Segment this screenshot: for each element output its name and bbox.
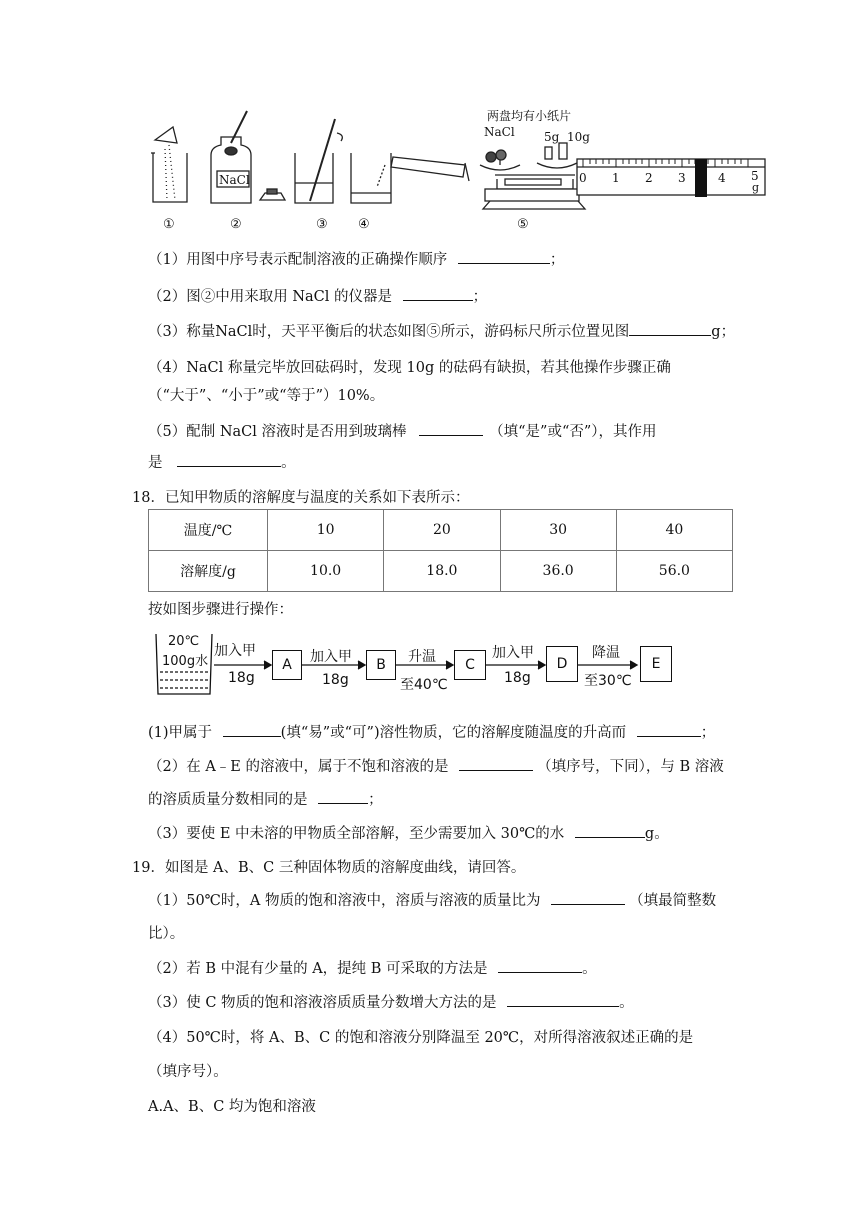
q19-part4: （4）50℃时，将 A、B、C 的饱和溶液分别降温至 20℃，对所得溶液叙述正确的是 <box>148 1030 694 1046</box>
ruler-tick-3: 3 <box>678 171 686 185</box>
q19-intro: 19．如图是 A、B、C 三种固体物质的溶解度曲线，请回答。 <box>132 860 526 876</box>
q17-part5-end: 。 <box>281 455 296 471</box>
ruler-tick-2: 2 <box>645 171 653 185</box>
process-flow-diagram <box>152 628 682 700</box>
marker-5: ⑤ <box>517 217 529 232</box>
table-cell: 36.0 <box>500 551 616 592</box>
q17-part3 <box>148 320 735 341</box>
q17-part4-text: （4）NaCl 称量完毕放回砝码时，发现 10g 的砝码有缺损，若其他操作步骤正确 <box>148 360 671 376</box>
q18-part1-text: (1)甲属于 <box>148 725 213 741</box>
marker-4: ④ <box>358 217 370 232</box>
q18-part2-text: （2）在 A﹣E 的溶液中，属于不饱和溶液的是 <box>148 759 449 775</box>
step1-action: 加入甲 <box>214 643 256 659</box>
answer-blank[interactable] <box>458 249 550 264</box>
q17-part5-text: （5）配制 NaCl 溶液时是否用到玻璃棒 <box>148 424 407 440</box>
answer-blank[interactable] <box>507 992 619 1007</box>
q17-part5a <box>148 420 657 441</box>
solution-a-box: A <box>272 650 302 680</box>
answer-blank[interactable] <box>629 321 711 336</box>
ruler-tick-1: 1 <box>612 171 620 185</box>
step4-amount: 18g <box>504 670 531 686</box>
solution-c-box: C <box>454 650 486 680</box>
marker-3: ③ <box>316 217 328 232</box>
answer-blank[interactable] <box>575 823 645 838</box>
q18-part3 <box>148 822 669 843</box>
ruler-unit: g <box>752 181 760 194</box>
answer-blank[interactable] <box>223 722 281 737</box>
marker-2: ② <box>230 217 242 232</box>
step1-amount: 18g <box>228 670 255 686</box>
q17-part3-end: g； <box>711 324 736 340</box>
q17-part2-end: ； <box>472 289 488 305</box>
lab-figure <box>145 105 770 235</box>
weights-label: 5g 10g <box>544 130 590 144</box>
answer-blank[interactable] <box>498 958 582 973</box>
table-row <box>149 551 733 592</box>
rider-marker <box>695 159 707 197</box>
ruler-tick-5: 5 <box>751 169 759 183</box>
table-cell: 溶解度/g <box>149 551 268 592</box>
step2-amount: 18g <box>322 672 349 688</box>
q18-part2-text-line2: 的溶质质量分数相同的是 <box>148 792 308 808</box>
q19-option-a: A.A、B、C 均为饱和溶液 <box>148 1099 316 1115</box>
q19-part3-end: 。 <box>619 995 634 1011</box>
step3-condition: 至40℃ <box>400 677 448 693</box>
q19-part2 <box>148 957 597 978</box>
q19-part2-end: 。 <box>582 961 597 977</box>
q18-part1-end: ； <box>700 725 716 741</box>
solubility-table <box>148 509 733 592</box>
q18-part3-end: g。 <box>644 826 669 842</box>
q17-part5-text-cont: （填“是”或“否”），其作用 <box>489 424 657 440</box>
q19-part1-text: （1）50℃时，A 物质的饱和溶液中，溶质与溶液的质量比为 <box>148 893 541 909</box>
q18-part1 <box>148 721 715 742</box>
q17-part1-text: （1）用图中序号表示配制溶液的正确操作顺序 <box>148 252 448 268</box>
q19-part2-text: （2）若 B 中混有少量的 A，提纯 B 可采取的方法是 <box>148 961 488 977</box>
beaker-temp: 20℃ <box>168 634 200 649</box>
q17-part4b <box>148 384 384 405</box>
ruler-tick-0: 0 <box>579 171 587 185</box>
q17-part5c <box>148 451 296 472</box>
q19-part1b: 比）。 <box>148 926 185 942</box>
q19-part1 <box>148 889 716 910</box>
q18-part1-text-cont: (填“易”或“可”)溶性物质，它的溶解度随温度的升高而 <box>280 725 627 741</box>
q17-part2-text: （2）图②中用来取用 NaCl 的仪器是 <box>148 289 393 305</box>
solution-d-box: D <box>546 646 578 682</box>
step5-condition: 至30℃ <box>584 673 632 689</box>
answer-blank[interactable] <box>419 421 483 436</box>
q18-part2 <box>148 755 724 776</box>
solution-b-box: B <box>366 650 396 680</box>
table-cell: 10.0 <box>268 551 384 592</box>
beaker-water: 100g水 <box>162 654 209 669</box>
q19-part3 <box>148 991 634 1012</box>
q18-part2-text-cont: （填序号，下同），与 B 溶液 <box>537 759 724 775</box>
table-cell: 温度/℃ <box>149 510 268 551</box>
q17-part5-label: 是 <box>148 455 163 471</box>
q19-part3-text: （3）使 C 物质的饱和溶液溶质质量分数增大方法的是 <box>148 995 497 1011</box>
table-row <box>149 510 733 551</box>
answer-blank[interactable] <box>551 890 625 905</box>
answer-blank[interactable] <box>318 789 368 804</box>
lab-figure-drawing <box>145 105 770 235</box>
q17-part4-text-cont: （“大于”、“小于”或“等于”）10%。 <box>148 388 385 404</box>
pan-label: NaCl <box>484 125 515 139</box>
step3-action: 升温 <box>408 649 436 665</box>
balance-note: 两盘均有小纸片 <box>487 109 572 123</box>
table-cell: 56.0 <box>616 551 732 592</box>
q17-part2 <box>148 285 487 306</box>
answer-blank[interactable] <box>459 756 533 771</box>
step4-action: 加入甲 <box>492 645 534 661</box>
q18-part3-text: （3）要使 E 中未溶的甲物质全部溶解，至少需要加入 30℃的水 <box>148 826 565 842</box>
q17-part1 <box>148 248 564 269</box>
table-cell: 20 <box>384 510 500 551</box>
solution-e-box: E <box>640 646 672 682</box>
bottle-label: NaCl <box>219 173 250 187</box>
q18-intro: 18．已知甲物质的溶解度与温度的关系如下表所示： <box>132 490 470 506</box>
answer-blank[interactable] <box>177 452 281 467</box>
q18-step-intro: 按如图步骤进行操作： <box>148 602 293 618</box>
q18-part2b <box>148 788 383 809</box>
ruler-tick-4: 4 <box>718 171 726 185</box>
q17-part4a <box>148 356 671 377</box>
q18-part2-end: ； <box>368 792 383 808</box>
q19-part4b: （填序号）。 <box>148 1064 228 1080</box>
table-cell: 10 <box>268 510 384 551</box>
answer-blank[interactable] <box>637 722 701 737</box>
q19-part1-text-cont: （填最简整数 <box>629 893 717 909</box>
table-cell: 18.0 <box>384 551 500 592</box>
answer-blank[interactable] <box>403 286 473 301</box>
marker-1: ① <box>163 217 175 232</box>
table-cell: 40 <box>616 510 732 551</box>
step5-action: 降温 <box>592 645 620 661</box>
table-cell: 30 <box>500 510 616 551</box>
q17-part3-text: （3）称量NaCl时，天平平衡后的状态如图⑤所示，游码标尺所示位置见图 <box>148 324 630 340</box>
step2-action: 加入甲 <box>310 649 352 665</box>
q17-part1-end: ； <box>549 252 565 268</box>
